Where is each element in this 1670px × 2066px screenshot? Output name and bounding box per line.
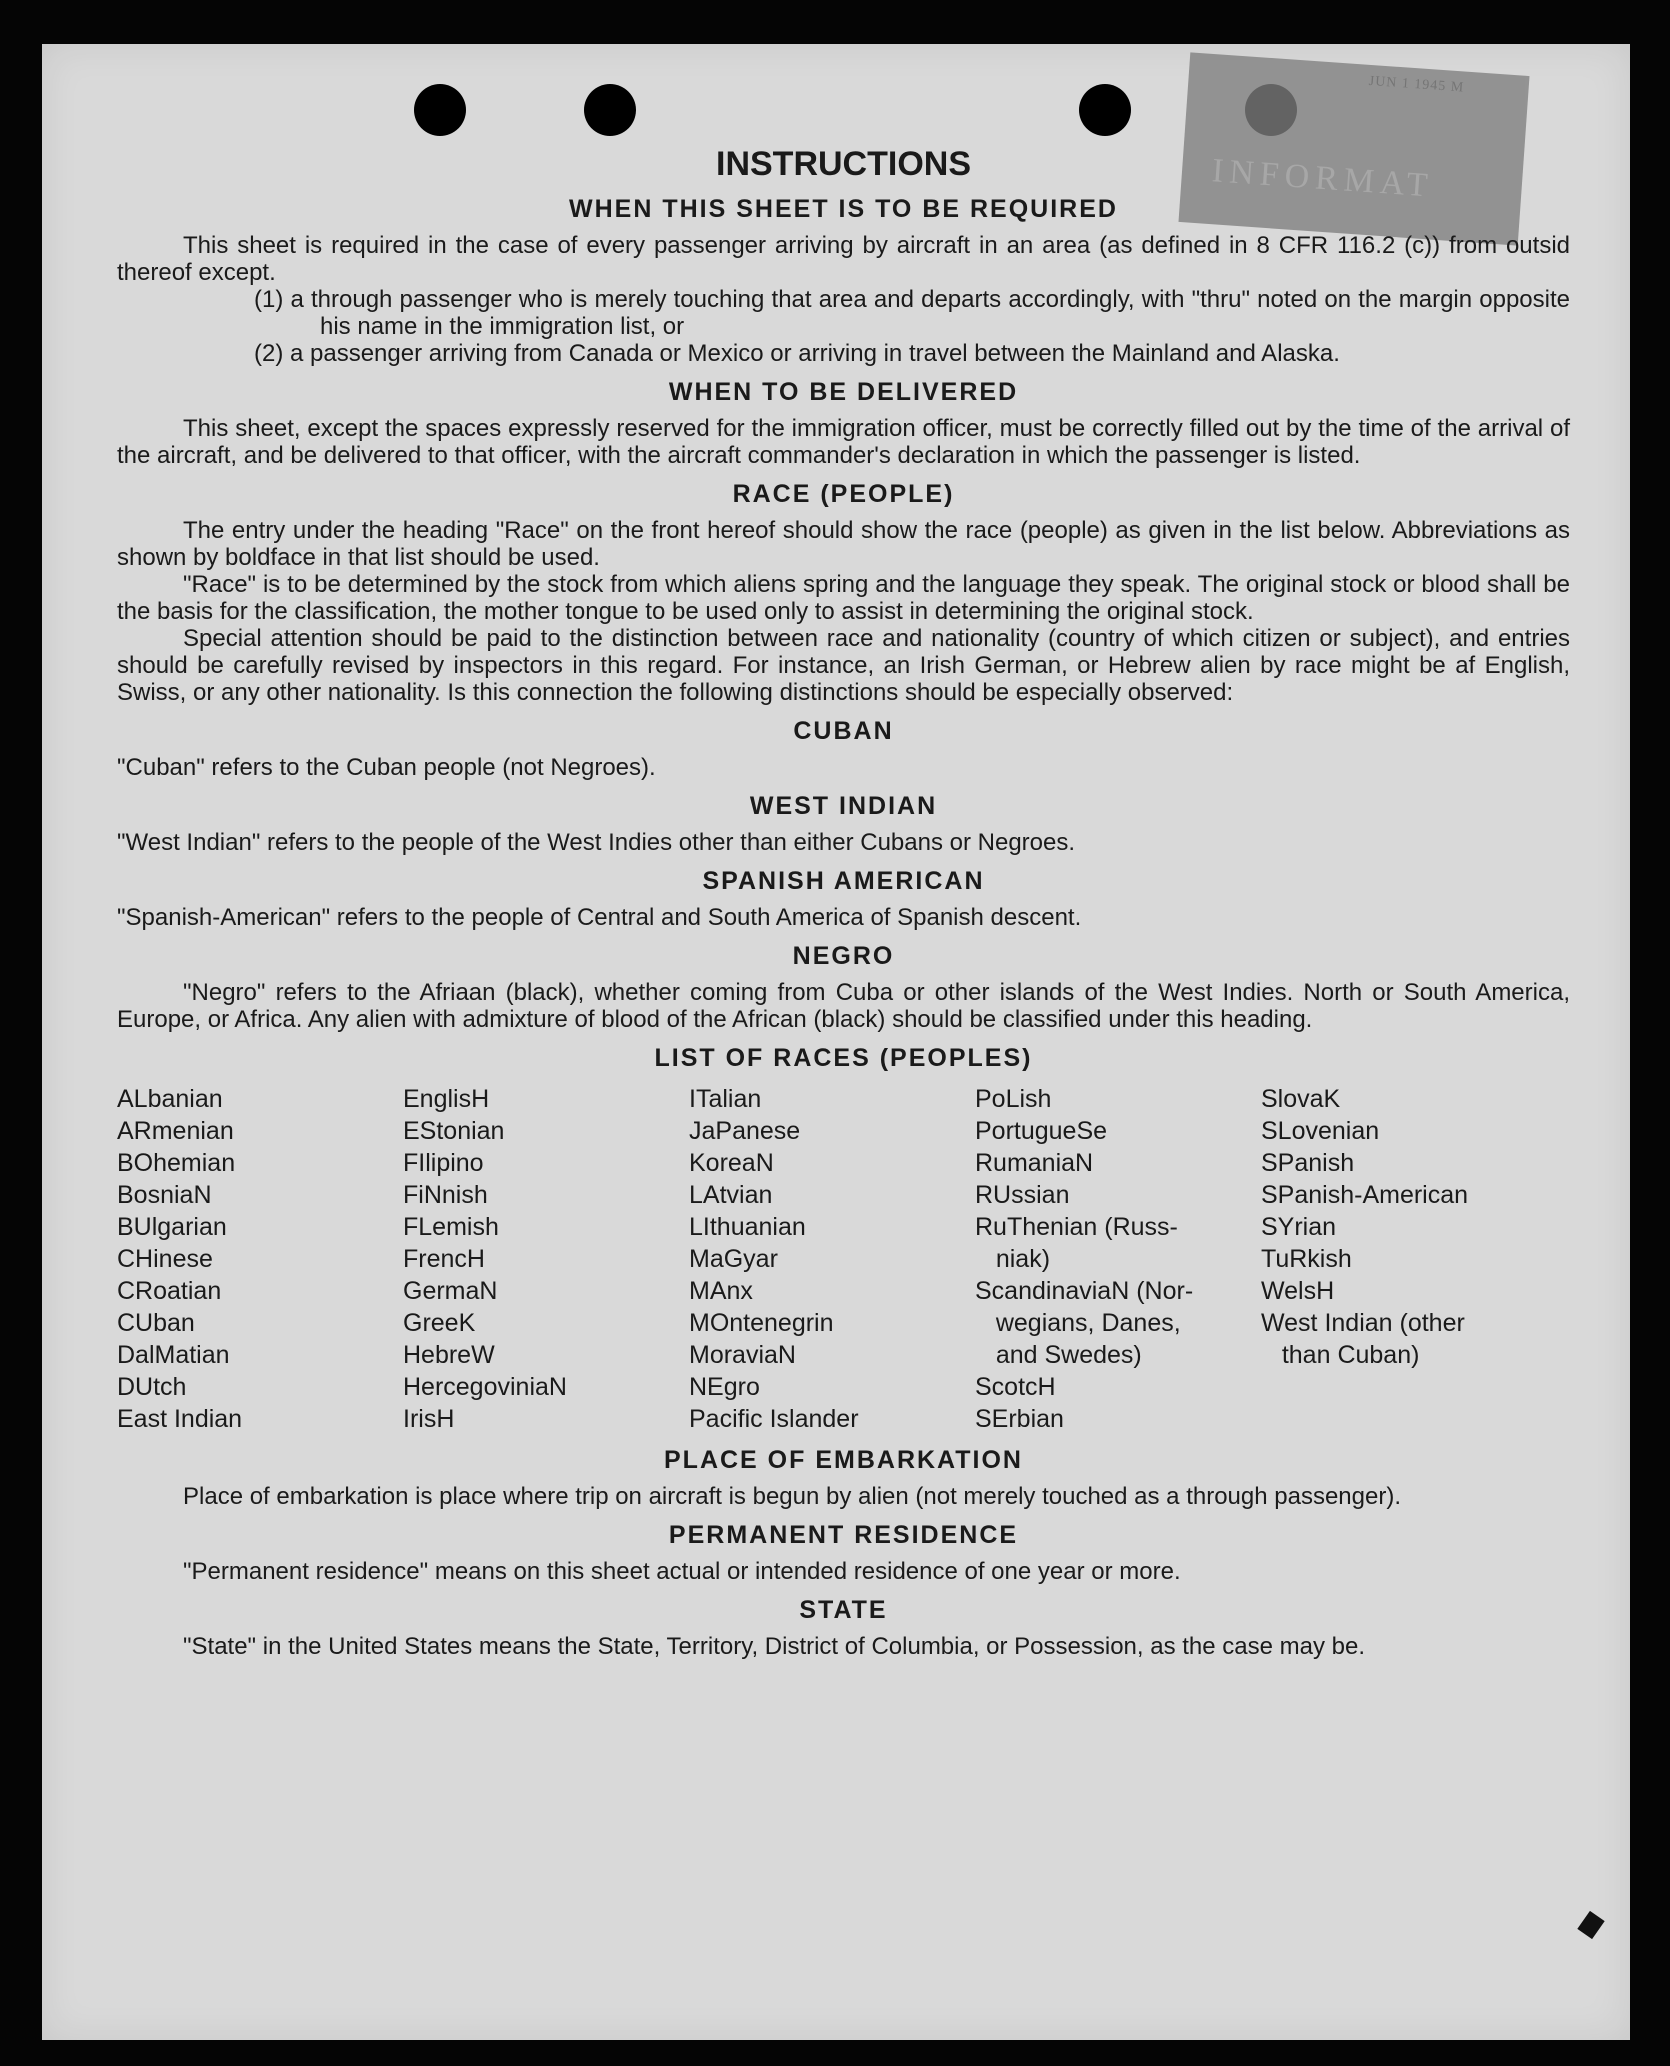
race-entry: SPanish-American <box>1261 1181 1469 1209</box>
heading-required: WHEN THIS SHEET IS TO BE REQUIRED <box>569 195 1118 223</box>
heading-state: STATE <box>799 1596 888 1624</box>
stamp-text: INFORMAT <box>1210 152 1435 205</box>
cuban-text: "Cuban" refers to the Cuban people (not Negroes). <box>117 754 656 781</box>
heading-west-indian: WEST INDIAN <box>749 792 938 820</box>
heading-delivered: WHEN TO BE DELIVERED <box>668 378 1019 406</box>
punch-hole <box>1079 84 1131 136</box>
race-entry: DalMatian <box>117 1341 230 1369</box>
document-page <box>42 44 1630 2040</box>
race-entry: and Swedes) <box>975 1341 1142 1369</box>
punch-hole <box>584 84 636 136</box>
race-entry: BOhemian <box>117 1149 236 1177</box>
race-entry: MAnx <box>689 1277 753 1305</box>
race-entry: RuThenian (Russ- <box>975 1213 1178 1241</box>
races-column <box>117 1083 403 1435</box>
race-entry: SPanish <box>1261 1149 1355 1177</box>
race-entry: RUssian <box>975 1181 1070 1209</box>
race-entry: PortugueSe <box>975 1117 1108 1145</box>
spanish-american-text: "Spanish-American" refers to the people of Central and South America of Spanish descent. <box>117 904 1082 931</box>
race-entry: FIlipino <box>403 1149 484 1177</box>
stamp-date: JUN 1 1945 M <box>1368 73 1465 96</box>
race-entry: East Indian <box>117 1405 243 1433</box>
page-title: INSTRUCTIONS <box>716 145 971 183</box>
race-entry: FLemish <box>403 1213 499 1241</box>
races-list <box>117 1083 1570 1435</box>
race-entry: MaGyar <box>689 1245 778 1273</box>
race-entry: BUlgarian <box>117 1213 227 1241</box>
races-column <box>1261 1083 1547 1435</box>
race-entry: PoLish <box>975 1085 1052 1113</box>
heading-race: RACE (PEOPLE) <box>732 480 955 508</box>
race-entry: NEgro <box>689 1373 760 1401</box>
race-entry: MoraviaN <box>689 1341 796 1369</box>
ink-mark <box>1577 1911 1604 1939</box>
race-entry: ITalian <box>689 1085 762 1113</box>
race-entry: FrencH <box>403 1245 485 1273</box>
state-text: "State" in the United States means the State, Territory, District of Columbia, or Possession, as the case may be. <box>183 1633 1366 1660</box>
heading-residence: PERMANENT RESIDENCE <box>668 1521 1019 1549</box>
race-entry: CUban <box>117 1309 195 1337</box>
race-entry: than Cuban) <box>1261 1341 1420 1369</box>
race-entry: EnglisH <box>403 1085 490 1113</box>
race-entry: CHinese <box>117 1245 213 1273</box>
race-entry: TuRkish <box>1261 1245 1352 1273</box>
race-entry: wegians, Danes, <box>975 1309 1181 1337</box>
race-entry: HebreW <box>403 1341 495 1369</box>
race-paragraph-2: "Race" is to be determined by the stock from which aliens spring and the language they speak. The original stock or blood shall be the basis for the classification, the mother tongue to be used only to assist in determining the original stock. <box>117 571 1570 625</box>
race-entry: BosniaN <box>117 1181 212 1209</box>
required-intro: This sheet is required in the case of every passenger arriving by aircraft in an area (as defined in 8 CFR 116.2 (c)) from outsid thereof except. <box>117 232 1570 286</box>
race-entry: HercegoviniaN <box>403 1373 567 1401</box>
heading-spanish-american: SPANISH AMERICAN <box>702 867 985 895</box>
race-entry: WelsH <box>1261 1277 1335 1305</box>
race-entry: West Indian (other <box>1261 1309 1465 1337</box>
heading-cuban: CUBAN <box>793 717 894 745</box>
race-entry: JaPanese <box>689 1117 801 1145</box>
race-entry: SlovaK <box>1261 1085 1341 1113</box>
races-column <box>975 1083 1261 1435</box>
race-entry: RumaniaN <box>975 1149 1094 1177</box>
race-entry: GreeK <box>403 1309 476 1337</box>
race-entry: ARmenian <box>117 1117 234 1145</box>
races-column <box>403 1083 689 1435</box>
required-item-1: (1) a through passenger who is merely touching that area and departs accordingly, with "thru" noted on the margin opposite his name in the immigration list, or <box>254 286 1570 340</box>
race-paragraph-1: The entry under the heading "Race" on the front hereof should show the race (people) as given in the list below. Abbreviations as shown by boldface in that list should be used. <box>117 517 1570 571</box>
heading-negro: NEGRO <box>792 942 895 970</box>
heading-embarkation: PLACE OF EMBARKATION <box>664 1446 1023 1474</box>
race-entry: ScandinaviaN (Nor- <box>975 1277 1194 1305</box>
race-entry: FiNnish <box>403 1181 488 1209</box>
race-entry: DUtch <box>117 1373 187 1401</box>
west-indian-text: "West Indian" refers to the people of the West Indies other than either Cubans or Negroes. <box>117 829 1076 856</box>
race-entry: KoreaN <box>689 1149 774 1177</box>
race-entry: LIthuanian <box>689 1213 806 1241</box>
race-entry: MOntenegrin <box>689 1309 834 1337</box>
punch-hole <box>414 84 466 136</box>
instructions-body <box>117 144 1570 1660</box>
race-entry: niak) <box>975 1245 1051 1273</box>
race-entry: LAtvian <box>689 1181 773 1209</box>
negro-text: "Negro" refers to the Afriaan (black), whether coming from Cuba or other islands of the West Indies. North or South America, Europe, or Africa. Any alien with admixture of blood of the African (black) should be classified under this heading. <box>117 979 1570 1033</box>
race-entry: CRoatian <box>117 1277 222 1305</box>
embarkation-text: Place of embarkation is place where trip on aircraft is begun by alien (not merely touched as a through passenger). <box>183 1483 1401 1510</box>
races-column <box>689 1083 975 1435</box>
race-paragraph-3: Special attention should be paid to the distinction between race and nationality (country of which citizen or subject), and entries should be carefully revised by inspectors in this regard. For instance, an Irish German, or Hebrew alien by race might be af English, Swiss, or any other nationality. Is this connection the following distinctions should be especially observed: <box>117 625 1570 706</box>
race-entry: ScotcH <box>975 1373 1056 1401</box>
heading-list-of-races: LIST OF RACES (PEOPLES) <box>654 1044 1033 1072</box>
race-entry: Pacific Islander <box>689 1405 859 1433</box>
race-entry: GermaN <box>403 1277 498 1305</box>
required-item-2: (2) a passenger arriving from Canada or Mexico or arriving in travel between the Mainland and Alaska. <box>254 340 1340 367</box>
race-entry: SLovenian <box>1261 1117 1380 1145</box>
race-entry: ALbanian <box>117 1085 223 1113</box>
race-entry: SErbian <box>975 1405 1064 1433</box>
race-entry: EStonian <box>403 1117 505 1145</box>
delivered-text: This sheet, except the spaces expressly reserved for the immigration officer, must be correctly filled out by the time of the arrival of the aircraft, and be delivered to that officer, with the aircraft commander's declaration in which the passenger is listed. <box>117 415 1570 469</box>
race-entry: SYrian <box>1261 1213 1337 1241</box>
race-entry: IrisH <box>403 1405 455 1433</box>
residence-text: "Permanent residence" means on this sheet actual or intended residence of one year or more. <box>183 1558 1181 1585</box>
